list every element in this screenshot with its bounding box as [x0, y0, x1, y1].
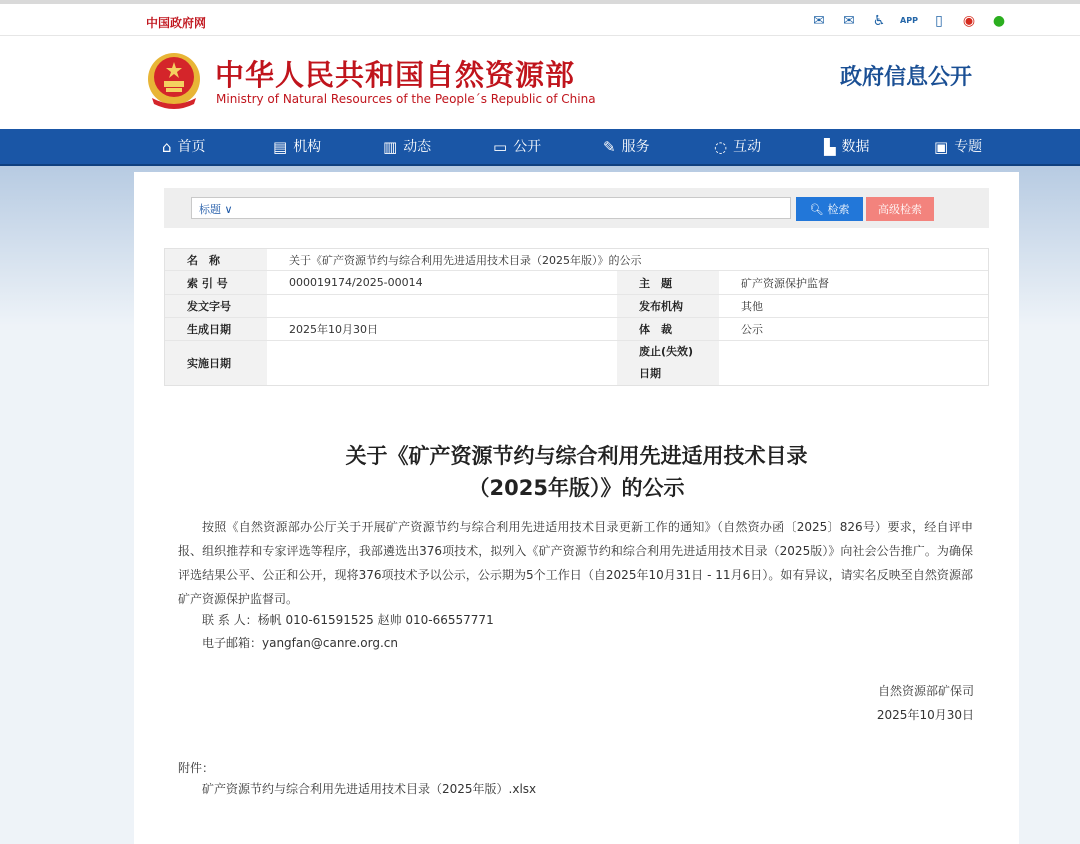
search-bar [164, 188, 989, 228]
site-subtitle: Ministry of Natural Resources of the People´s Republic of China [216, 92, 596, 106]
gov-portal-link[interactable]: 中国政府网 [146, 16, 207, 30]
email-line: 电子邮箱：yangfan@canre.org.cn [202, 636, 398, 650]
nav-item-news[interactable]: ▥ 动态 [383, 129, 431, 166]
public-icon: ▭ [493, 138, 508, 156]
national-emblem-icon[interactable] [146, 50, 202, 110]
mobile-icon[interactable]: ▯ [935, 13, 943, 29]
meta-value-effective [267, 341, 617, 385]
search-icon: 🔍︎ [809, 202, 824, 216]
nav-item-org[interactable]: ▤ 机构 [273, 129, 321, 166]
attachment-label: 附件： [178, 761, 215, 775]
advanced-search-button[interactable]: 高级检索 [866, 197, 934, 221]
meta-value-date: 2025年10月30日 [289, 323, 378, 336]
service-icon: ✎ [603, 138, 616, 156]
accessibility-icon[interactable]: ♿ [872, 13, 886, 29]
attachment-link[interactable]: 矿产资源节约与综合利用先进适用技术目录（2025年版）.xlsx [202, 782, 537, 796]
metadata-table [164, 248, 989, 386]
nav-item-data[interactable]: ▙ 数据 [824, 129, 870, 166]
meta-row-docno [165, 295, 988, 318]
meta-value-docno [267, 295, 617, 317]
meta-value-name: 关于《矿产资源节约与综合利用先进适用技术目录（2025年版）》的公示 [289, 253, 642, 267]
wechat-icon[interactable]: ● [992, 13, 1006, 29]
meta-value-index: 000019174/2025-00014 [289, 276, 423, 289]
sign-date: 2025年10月30日 [876, 708, 974, 722]
meta-label-effective: 实施日期 [165, 341, 267, 385]
org-icon: ▤ [273, 138, 288, 156]
nav-item-home[interactable]: ⌂ 首页 [162, 129, 206, 166]
article-paragraph: 按照《自然资源部办公厅关于开展矿产资源节约与综合利用先进适用技术目录更新工作的通知》（自然资办函〔2025〕826号）要求，经自评申报、组织推荐和专家评选等程序，我部遴选出376项技术，拟列入《矿产资源节约和综合利用先进适用技术目录（2025版）》向社会公告推广。为确保评选结果公平、公正和公开，现将376项技术予以公示，公示期为5个工作日（自2025年10月31日 - 11月6日）。如有异议，请实名反映至自然资源部矿产资源保护监督司。 [178, 520, 973, 606]
meta-label-index: 索 引 号 [165, 271, 267, 294]
meta-value-subject: 矿产资源保护监督 [741, 276, 829, 290]
main-content [134, 172, 1019, 844]
chart-icon: ▙ [824, 138, 836, 156]
site-title[interactable]: 中华人民共和国自然资源部 [215, 58, 576, 92]
search-button[interactable]: 🔍︎ 检索 [796, 197, 863, 221]
home-icon: ⌂ [162, 138, 172, 156]
nav-item-public[interactable]: ▭ 公开 [493, 129, 541, 166]
meta-label-docno: 发文字号 [165, 295, 267, 317]
interact-icon: ◌ [714, 138, 728, 156]
article-title: 关于《矿产资源节约与综合利用先进适用技术目录 （2025年版）》的公示 [345, 444, 808, 500]
meta-label-date: 生成日期 [165, 318, 267, 340]
gov-info-title[interactable]: 政府信息公开 [840, 65, 973, 90]
news-icon: ▥ [383, 138, 398, 156]
signature: 自然资源部矿保司 [877, 684, 974, 698]
search-input[interactable] [191, 197, 791, 219]
meta-value-repeal [719, 341, 988, 385]
meta-value-genre: 公示 [741, 323, 763, 336]
contact-line: 联 系 人：杨帆 010-61591525 赵帅 010-66557771 [202, 613, 494, 627]
mail-alt-icon[interactable]: ✉ [843, 13, 855, 29]
meta-label-publisher: 发布机构 [617, 295, 719, 317]
meta-row-name [165, 249, 988, 271]
weibo-icon[interactable]: ◉ [962, 13, 976, 29]
meta-label-genre: 体 裁 [617, 318, 719, 340]
meta-value-publisher: 其他 [741, 300, 763, 313]
mail-icon[interactable]: ✉ [813, 13, 825, 29]
nav-item-topic[interactable]: ▣ 专题 [934, 129, 982, 166]
meta-label-subject: 主 题 [617, 271, 719, 294]
meta-label-repeal: 废止(失效) 日期 [617, 341, 719, 385]
meta-label-name: 名 称 [165, 249, 267, 270]
topic-icon: ▣ [934, 138, 949, 156]
nav-item-service[interactable]: ✎ 服务 [603, 129, 650, 166]
meta-row-effective [165, 341, 988, 385]
app-icon[interactable]: APP [900, 16, 918, 25]
top-icons [810, 13, 1008, 29]
meta-row-date [165, 318, 988, 341]
site-header [0, 36, 1080, 129]
meta-row-index [165, 271, 988, 295]
search-type-dropdown[interactable]: 标题 ∨ [199, 203, 233, 216]
top-bar [0, 0, 1080, 36]
nav-item-interact[interactable]: ◌ 互动 [714, 129, 761, 166]
main-nav [0, 129, 1080, 166]
